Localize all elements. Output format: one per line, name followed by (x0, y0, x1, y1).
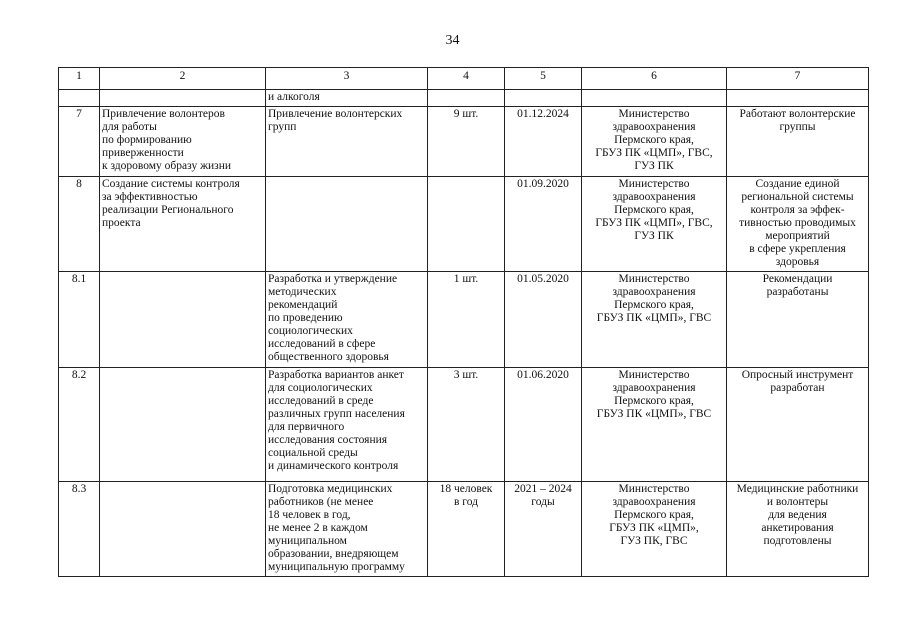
cell-text-line: здоровья (775, 256, 820, 268)
cell-text-line: приверженности (102, 147, 184, 159)
cell-text-line: Медицинские работники (736, 483, 859, 495)
cell-text-line: здравоохранения (612, 382, 696, 394)
cell-text-line: и динамического контроля (268, 460, 399, 472)
document-table (58, 67, 869, 577)
date-cell (505, 272, 582, 368)
cell-text-line: 3 шт. (453, 369, 479, 381)
table-row (59, 272, 869, 368)
continuation-row (59, 90, 869, 107)
cell-text-line: к здоровому образу жизни (102, 160, 232, 172)
cell-text-line: для первичного (268, 421, 345, 433)
cell-text-line: Разработка и утверждение (268, 273, 398, 285)
date-cell (505, 107, 582, 177)
responsible-cell (582, 177, 727, 272)
activity-cell (100, 482, 266, 577)
cell-text-line: Привлечение волонтерских (268, 108, 403, 120)
cell-text-line: Разработка вариантов анкет (268, 369, 404, 381)
table-cell (505, 90, 582, 107)
table-cell (100, 90, 266, 107)
page-number: 34 (445, 33, 460, 48)
cell-text-line: Опросный инструмент (741, 369, 854, 381)
cell-text-line: по проведению (268, 312, 343, 324)
cell-text-line: проекта (102, 217, 141, 229)
table-cell (582, 90, 727, 107)
table-row (59, 368, 869, 482)
cell-text-line: 01.09.2020 (517, 178, 569, 190)
responsible-cell (582, 107, 727, 177)
cell-text-line: по формированию (102, 134, 192, 146)
table-cell (428, 90, 505, 107)
cell-text-line: Подготовка медицинских (268, 483, 393, 495)
cell-text-line: ГБУЗ ПК «ЦМП», (609, 522, 699, 534)
column-header: 2 (100, 68, 266, 90)
cell-text-line: Министерство (618, 273, 690, 285)
date-cell (505, 482, 582, 577)
result-cell (727, 368, 869, 482)
quantity-cell (428, 272, 505, 368)
cell-text-line: Рекомендации (762, 273, 833, 285)
cell-text-line: 2021 – 2024 (514, 483, 572, 495)
cell-text-line: Пермского края, (614, 204, 694, 216)
cell-text-line: исследований в сфере (268, 338, 376, 350)
cell-text-line: разработаны (766, 286, 829, 298)
date-cell (505, 368, 582, 482)
row-number-cell: 8.3 (59, 482, 100, 577)
measure-cell (266, 107, 428, 177)
cell-text-line: здравоохранения (612, 191, 696, 203)
cell-text-line: Пермского края, (614, 299, 694, 311)
cell-text-line: группы (779, 121, 816, 133)
cell-text-line: Министерство (618, 178, 690, 190)
cell-text-line: и волонтеры (766, 496, 829, 508)
cell-text-line: Создание системы контроля (102, 178, 240, 190)
column-header: 4 (428, 68, 505, 90)
cell-text-line: Создание единой (755, 178, 840, 190)
cell-text-line: для социологических (268, 382, 373, 394)
cell-text-line: здравоохранения (612, 121, 696, 133)
row-number-cell: 7 (59, 107, 100, 177)
cell-text-line: Пермского края, (614, 509, 694, 521)
quantity-cell (428, 482, 505, 577)
table-header-row (59, 68, 869, 90)
measure-cell (266, 368, 428, 482)
table-row (59, 482, 869, 577)
cell-text-line: различных групп населения (268, 408, 405, 420)
result-cell (727, 482, 869, 577)
result-cell (727, 272, 869, 368)
table-body (59, 107, 869, 577)
cell-text-line: 01.06.2020 (517, 369, 569, 381)
table-row (59, 177, 869, 272)
cell-text-line: Пермского края, (614, 134, 694, 146)
activity-cell (100, 368, 266, 482)
result-cell (727, 177, 869, 272)
table-row (59, 107, 869, 177)
cell-text-line: 18 человек (439, 483, 493, 495)
cell-text-line: мероприятий (765, 230, 830, 242)
cell-text-line: исследований в среде (268, 395, 374, 407)
cell-text-line: ГБУЗ ПК «ЦМП», ГВС (596, 408, 712, 420)
cell-text-line: Министерство (618, 369, 690, 381)
cell-text-line: контроля за эффек- (750, 204, 845, 216)
cell-text-line: рекомендаций (268, 299, 338, 311)
measure-cell (266, 272, 428, 368)
cell-text-line: 18 человек в год, (268, 509, 351, 521)
column-header: 5 (505, 68, 582, 90)
cell-text-line: 1 шт. (453, 273, 479, 285)
cell-text-line: ГУЗ ПК, ГВС (620, 535, 688, 547)
result-cell (727, 107, 869, 177)
column-header: 3 (266, 68, 428, 90)
cell-text-line: 01.12.2024 (517, 108, 569, 120)
cell-text-line: тивностью проводимых (739, 217, 856, 229)
column-header: 1 (59, 68, 100, 90)
activity-cell (100, 107, 266, 177)
quantity-cell (428, 368, 505, 482)
cell-text-line: работников (не менее (268, 496, 374, 508)
column-header: 6 (582, 68, 727, 90)
cell-text-line: методических (268, 286, 337, 298)
continuation-text: и алкоголя (266, 90, 428, 107)
cell-text-line: ГБУЗ ПК «ЦМП», ГВС, (595, 147, 713, 159)
cell-text-line: не менее 2 в каждом (268, 522, 368, 534)
cell-text-line: образовании, внедряющем (268, 548, 399, 560)
cell-text-line: групп (268, 121, 297, 133)
cell-text-line: Министерство (618, 108, 690, 120)
cell-text-line: Привлечение волонтеров (102, 108, 225, 120)
responsible-cell (582, 482, 727, 577)
cell-text-line: для работы (102, 121, 157, 133)
cell-text-line: за эффективностью (102, 191, 198, 203)
column-header: 7 (727, 68, 869, 90)
cell-text-line: 01.05.2020 (517, 273, 569, 285)
activity-cell (100, 272, 266, 368)
cell-text-line: годы (531, 496, 555, 508)
cell-text-line: анкетирования (761, 522, 834, 534)
cell-text-line: здравоохранения (612, 286, 696, 298)
responsible-cell (582, 368, 727, 482)
cell-text-line: Работают волонтерские (739, 108, 856, 120)
row-number-cell: 8.1 (59, 272, 100, 368)
table-cell (59, 90, 100, 107)
quantity-cell (428, 177, 505, 272)
cell-text-line: ГУЗ ПК (634, 160, 674, 172)
cell-text-line: в сфере укрепления (749, 243, 846, 255)
cell-text-line: ГБУЗ ПК «ЦМП», ГВС (596, 312, 712, 324)
responsible-cell (582, 272, 727, 368)
cell-text-line: Пермского края, (614, 395, 694, 407)
cell-text-line: Министерство (618, 483, 690, 495)
cell-text-line: 9 шт. (453, 108, 479, 120)
cell-text-line: подготовлены (763, 535, 832, 547)
cell-text-line: реализации Регионального (102, 204, 234, 216)
measure-cell (266, 177, 428, 272)
activity-cell (100, 177, 266, 272)
cell-text-line: муниципальном (268, 535, 347, 547)
cell-text-line: общественного здоровья (268, 351, 389, 363)
row-number-cell: 8 (59, 177, 100, 272)
cell-text-line: здравоохранения (612, 496, 696, 508)
cell-text-line: разработан (770, 382, 825, 394)
quantity-cell (428, 107, 505, 177)
cell-text-line: социальной среды (268, 447, 358, 459)
cell-text-line: исследования состояния (268, 434, 388, 446)
cell-text-line: социологических (268, 325, 353, 337)
cell-text-line: в год (453, 496, 478, 508)
measure-cell (266, 482, 428, 577)
cell-text-line: региональной системы (741, 191, 854, 203)
cell-text-line: ГБУЗ ПК «ЦМП», ГВС, (595, 217, 713, 229)
cell-text-line: для ведения (768, 509, 827, 521)
row-number-cell: 8.2 (59, 368, 100, 482)
date-cell (505, 177, 582, 272)
cell-text-line: ГУЗ ПК (634, 230, 674, 242)
cell-text-line: муниципальную программу (268, 561, 405, 573)
table-cell (727, 90, 869, 107)
